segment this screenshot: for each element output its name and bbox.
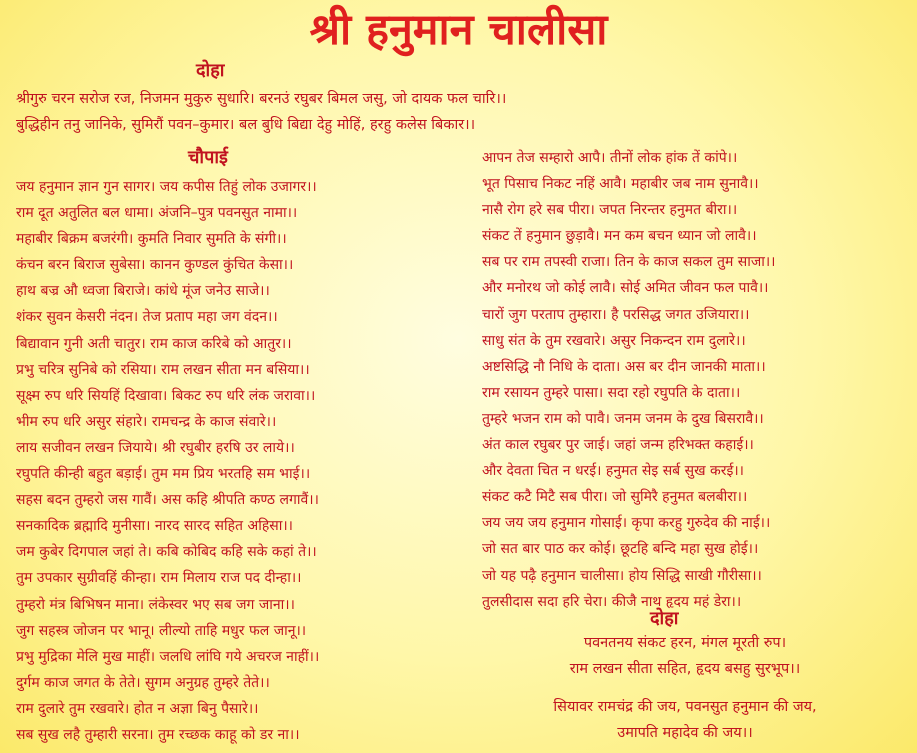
verse-line: राम दूत अतुलित बल धामा। अंजनि–पुत्र पवनसुत नामा।। <box>16 205 298 222</box>
verse-line: जो सत बार पाठ कर कोई। छूटहि बन्दि महा सुख होई।। <box>482 541 759 558</box>
verse-line: अंत काल रघुबर पुर जाई। जहां जन्म हरिभक्त कहाई।। <box>482 437 754 454</box>
verse-line: तुलसीदास सदा हरि चेरा। कीजै नाथ हृदय महं डेरा।। <box>482 593 742 610</box>
verse-line: और देवता चित न धरई। हनुमत सेइ सर्ब सुख करई।। <box>482 463 744 480</box>
verse-line: बिद्यावान गुनी अती चातुर। राम काज करिबे को आतुर।। <box>16 335 292 352</box>
verse-line: संकट कटै मिटै सब पीरा। जो सुमिरै हनुमत बलबीरा।। <box>482 489 748 506</box>
verse-line: प्रभु चरित्र सुनिबे को रसिया। राम लखन सीता मन बसिया।। <box>16 361 310 378</box>
verse-line: जय जय जय हनुमान गोसाई। कृपा करहु गुरुदेव की नाई।। <box>482 515 771 532</box>
opening-doha-heading: दोहा <box>196 60 225 81</box>
closing-doha-line-2: राम लखन सीता सहित, हृदय बसहु सुरभूप।। <box>569 661 801 677</box>
verse-line: सब पर राम तपस्वी राजा। तिन के काज सकल तुम साजा।। <box>482 254 776 271</box>
verse-line: हाथ बज्र औ ध्वजा बिराजे। कांधे मूंज जनेउ साजे।। <box>16 283 270 300</box>
verse-line: लाय सजीवन लखन जियाये। श्री रघुबीर हरषि उर लाये।। <box>16 439 295 456</box>
opening-doha-line-1: श्रीगुरु चरन सरोज रज, निजमन मुकुरु सुधारि। बरनउं रघुबर बिमल जसु, जो दायक फल चारि।। <box>16 91 507 107</box>
verse-line: सब सुख लहै तुम्हारी सरना। तुम रच्छक काहू को डर ना।। <box>16 726 300 743</box>
verse-line: तुम्हरो मंत्र बिभिषन माना। लंकेस्वर भए सब जग जाना।। <box>16 596 295 613</box>
verse-line: भूत पिसाच निकट नहिं आवै। महाबीर जब नाम सुनावै।। <box>482 176 759 193</box>
verse-line: नासै रोग हरे सब पीरा। जपत निरन्तर हनुमत बीरा।। <box>482 202 738 219</box>
verse-line: शंकर सुवन केसरी नंदन। तेज प्रताप महा जग वंदन।। <box>16 309 278 326</box>
chaupai-heading: चौपाई <box>188 147 228 168</box>
verse-line: साधु संत के तुम रखवारे। असुर निकन्दन राम दुलारे।। <box>482 332 746 349</box>
verse-line: आपन तेज सम्हारो आपै। तीनों लोक हांक तें कांपे।। <box>482 150 738 166</box>
verse-line: प्रभु मुद्रिका मेलि मुख माहीं। जलधि लांघि गये अचरज नाहीं।। <box>16 648 320 665</box>
verse-line: जम कुबेर दिगपाल जहां ते। कबि कोबिद कहि सके कहां ते।। <box>16 544 317 561</box>
verse-line: राम रसायन तुम्हरे पासा। सदा रहो रघुपति के दाता।। <box>482 384 741 401</box>
closing-doha-heading: दोहा <box>650 608 679 629</box>
verse-line: कंचन बरन बिराज सुबेसा। कानन कुण्डल कुंचित केसा।। <box>16 257 294 274</box>
verse-line: महाबीर बिक्रम बजरंगी। कुमति निवार सुमति के संगी।। <box>16 231 287 248</box>
verse-line: संकट तें हनुमान छुड़ावै। मन कम बचन ध्यान जो लावै।। <box>482 228 757 245</box>
verse-line: रघुपति कीन्ही बहुत बड़ाई। तुम मम प्रिय भरतहि सम भाई।। <box>16 466 311 483</box>
verse-line: तुम उपकार सुग्रीवहिं कीन्हा। राम मिलाय राज पद दीन्हा।। <box>16 570 302 587</box>
opening-doha-line-2: बुद्धिहीन तनु जानिके, सुमिरौं पवन–कुमार। बल बुधि बिद्या देहु मोहिं, हरहु कलेस बिकार।। <box>16 117 476 133</box>
verse-line: चारों जुग परताप तुम्हारा। है परसिद्ध जगत उजियारा।। <box>482 306 750 323</box>
verse-line: सहस बदन तुम्हरो जस गावैं। अस कहि श्रीपति कण्ठ लगावैं।। <box>16 492 319 509</box>
verse-line: भीम रुप धरि असुर संहारे। रामचन्द्र के काज संवारे।। <box>16 413 277 430</box>
closing-doha-line-1: पवनतनय संकट हरन, मंगल मूरती रुप। <box>583 635 787 651</box>
verse-line: अष्टसिद्धि नौ निधि के दाता। अस बर दीन जानकी माता।। <box>482 358 766 375</box>
jaikara-line-2: उमापति महादेव की जय।। <box>617 725 753 741</box>
verse-line: राम दुलारे तुम रखवारे। होत न अज्ञा बिनु पैसारे।। <box>16 700 259 717</box>
right-verse-column <box>482 145 776 615</box>
verse-line: दुर्गम काज जगत के तेते। सुगम अनुग्रह तुम्हरे तेते।। <box>16 674 270 691</box>
verse-line: और मनोरथ जो कोई लावै। सोई अमित जीवन फल पावै।। <box>482 280 769 297</box>
verse-line: सूक्ष्म रुप धरि सियहिं दिखावा। बिकट रुप धरि लंक जरावा।। <box>16 387 316 404</box>
verse-line: जो यह पढ़ै हनुमान चालीसा। होय सिद्धि साखी गौरीसा।। <box>482 567 762 584</box>
verse-line: सनकादिक ब्रह्मादि मुनीसा। नारद सारद सहित अहिसा।। <box>16 518 293 535</box>
verse-line: जुग सहस्त्र जोजन पर भानू। लील्यो ताहि मधुर फल जानू।। <box>16 622 307 639</box>
page-title: श्री हनुमान चालीसा <box>309 5 608 55</box>
jaikara-line-1: सियावर रामचंद्र की जय, पवनसुत हनुमान की जय, <box>553 699 817 715</box>
left-verse-column <box>16 174 319 748</box>
verse-line: जय हनुमान ज्ञान गुन सागर। जय कपीस तिहुं लोक उजागर।। <box>16 179 317 195</box>
verse-line: तुम्हरे भजन राम को पावै। जनम जनम के दुख बिसरावै।। <box>482 410 764 427</box>
